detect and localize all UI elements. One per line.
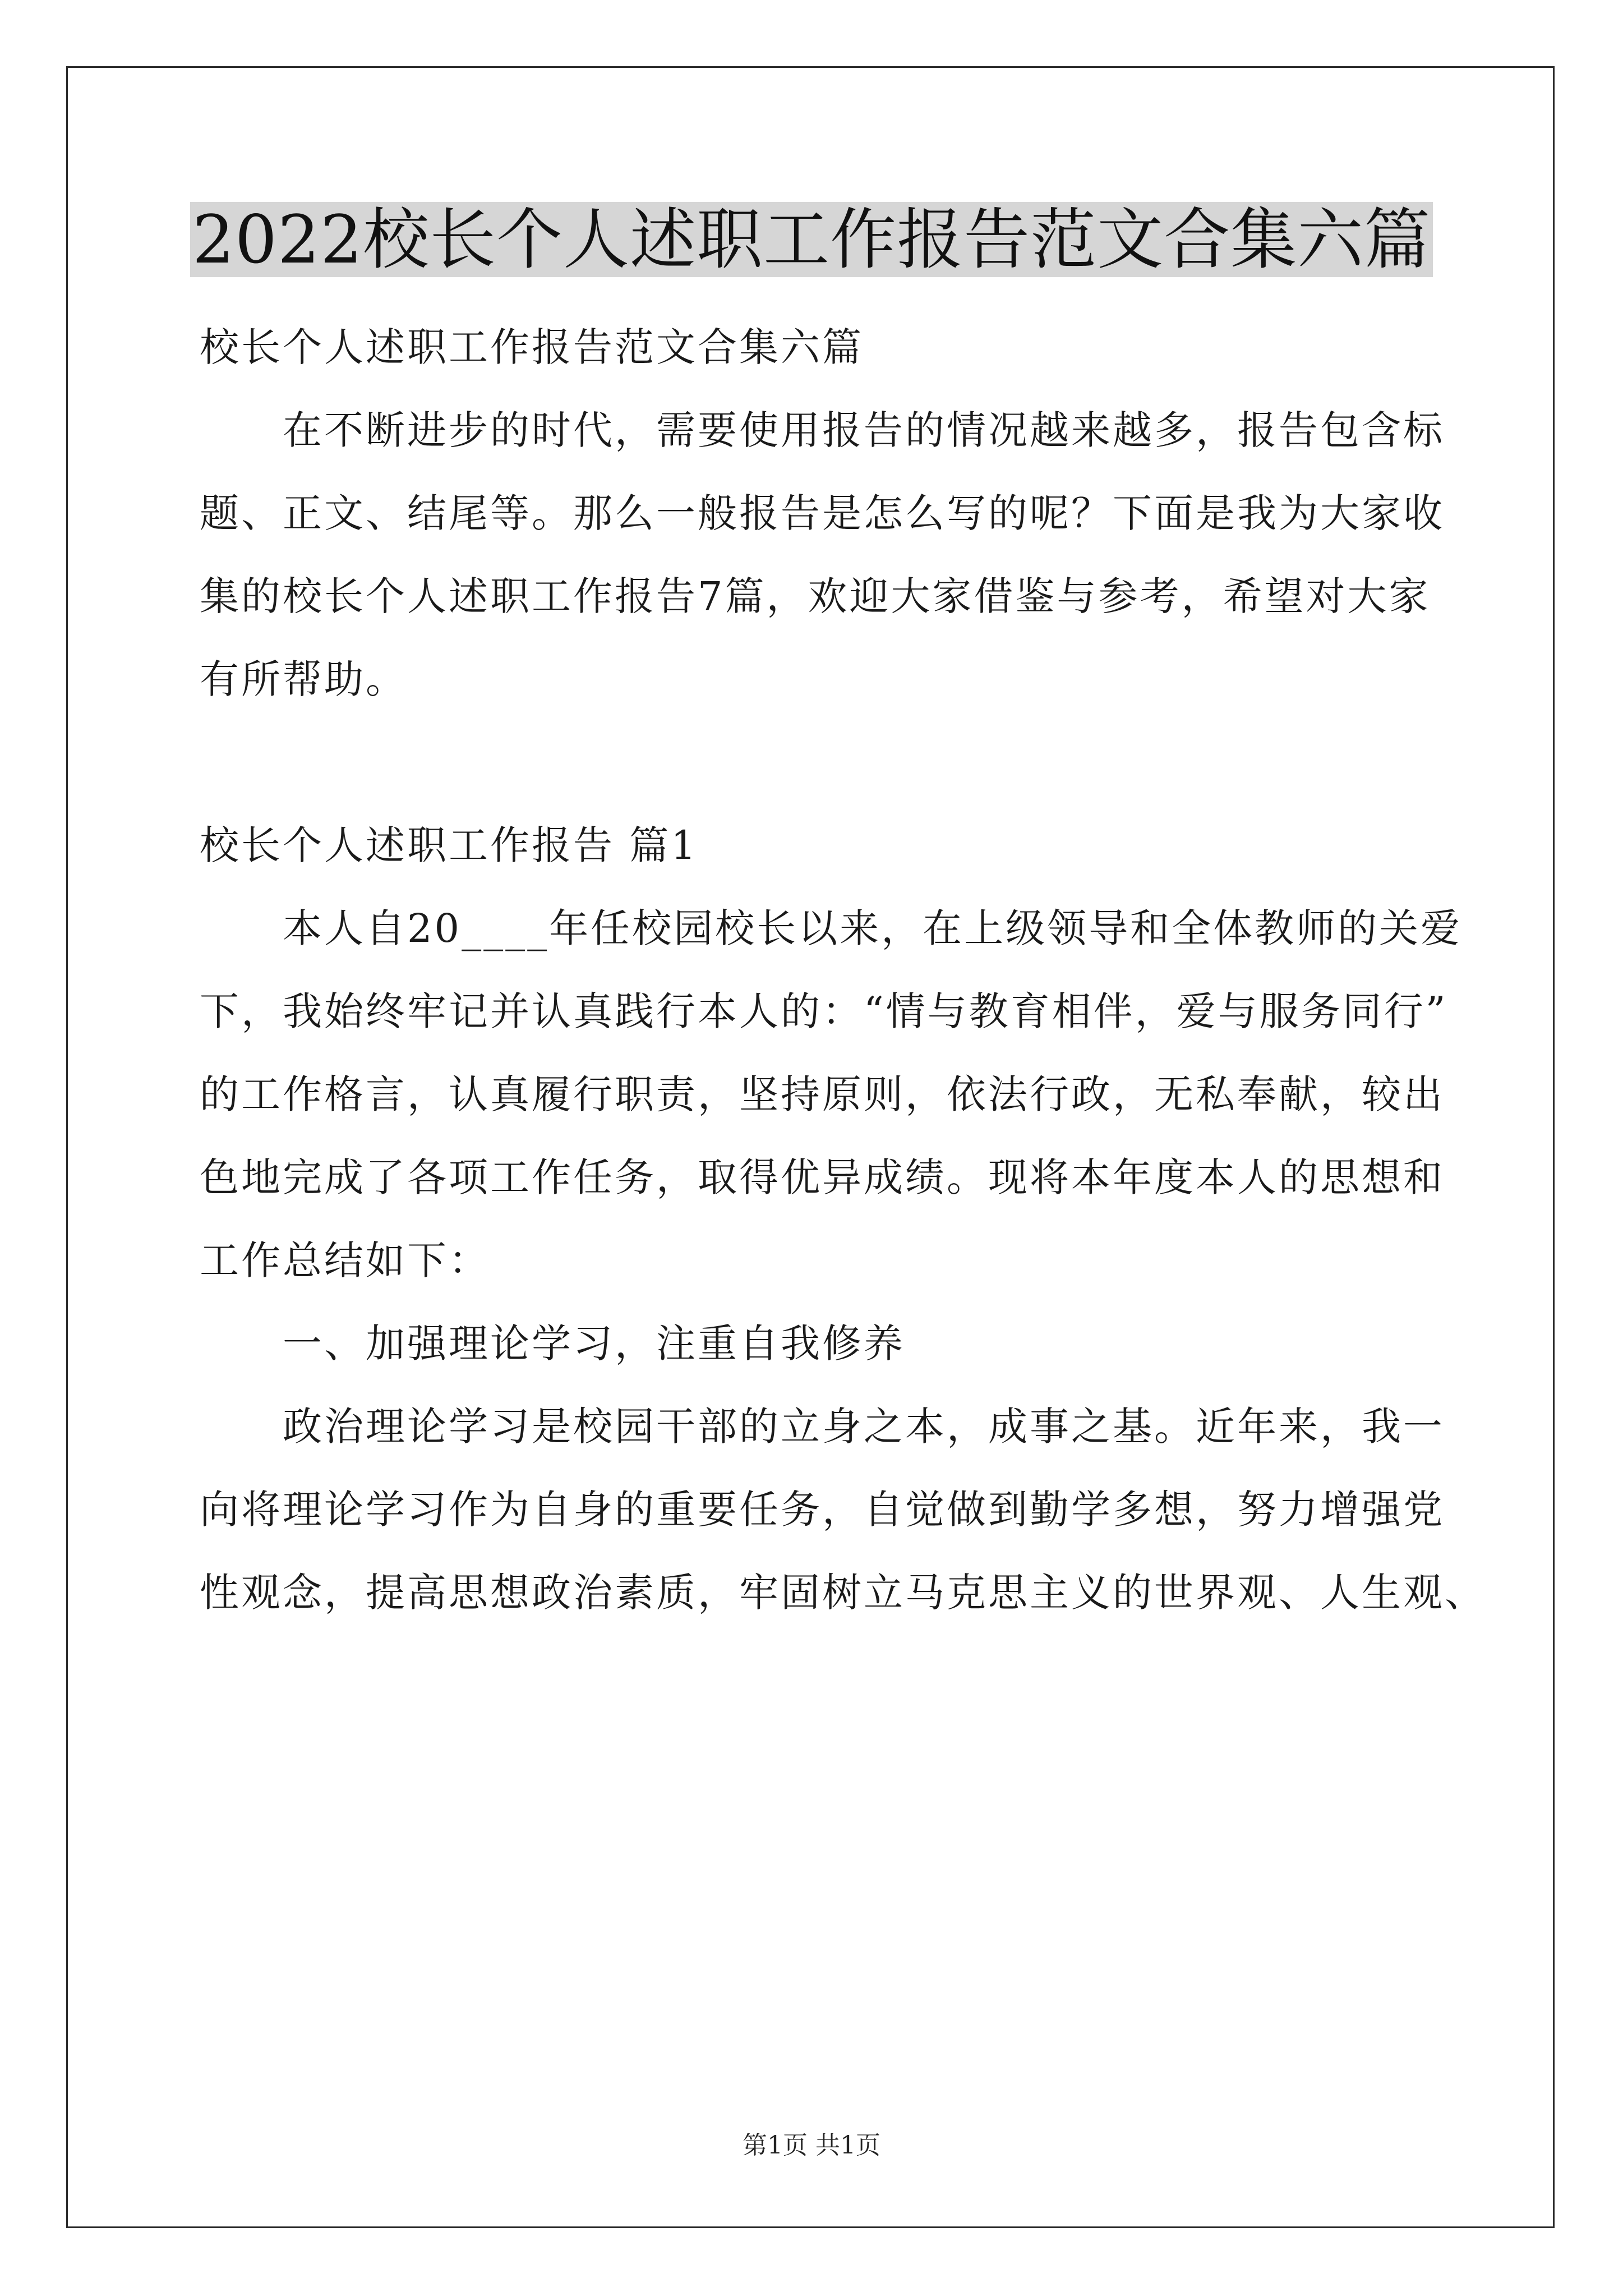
paragraph-line: 本人自20____年任校园校长以来，在上级领导和全体教师的关爱	[283, 905, 1463, 951]
paragraph-line: 题、正文、结尾等。那么一般报告是怎么写的呢？下面是我为大家收	[200, 490, 1445, 536]
page-footer: 第1页 共1页	[743, 2131, 880, 2160]
paragraph-line: 下，我始终牢记并认真践行本人的：“情与教育相伴，爱与服务同行”	[200, 988, 1448, 1034]
document-body	[200, 306, 1486, 1634]
paragraph-line: 在不断进步的时代，需要使用报告的情况越来越多，报告包含标	[283, 407, 1445, 453]
paragraph-line: 的工作格言，认真履行职责，坚持原则，依法行政，无私奉献，较出	[200, 1071, 1445, 1117]
title-wrap	[0, 202, 1623, 277]
blank-line	[200, 721, 1433, 804]
paragraph-line: 政治理论学习是校园干部的立身之本，成事之基。近年来，我一	[283, 1404, 1445, 1450]
subsection-heading: 一、加强理论学习，注重自我修养	[283, 1320, 905, 1366]
paragraph-line: 工作总结如下：	[200, 1237, 490, 1283]
paragraph-line: 集的校长个人述职工作报告7篇，欢迎大家借鉴与参考，希望对大家	[200, 573, 1431, 619]
section-heading: 校长个人述职工作报告 篇1	[200, 822, 698, 868]
document-title: 2022校长个人述职工作报告范文合集六篇	[190, 202, 1433, 277]
paragraph-line: 色地完成了各项工作任务，取得优异成绩。现将本年度本人的思想和	[200, 1154, 1445, 1200]
paragraph-line: 有所帮助。	[200, 656, 407, 702]
subtitle-line: 校长个人述职工作报告范文合集六篇	[200, 324, 864, 370]
paragraph-line: 性观念，提高思想政治素质，牢固树立马克思主义的世界观、人生观、	[200, 1570, 1486, 1616]
paragraph-line: 向将理论学习作为自身的重要任务，自觉做到勤学多想，努力增强党	[200, 1487, 1445, 1533]
